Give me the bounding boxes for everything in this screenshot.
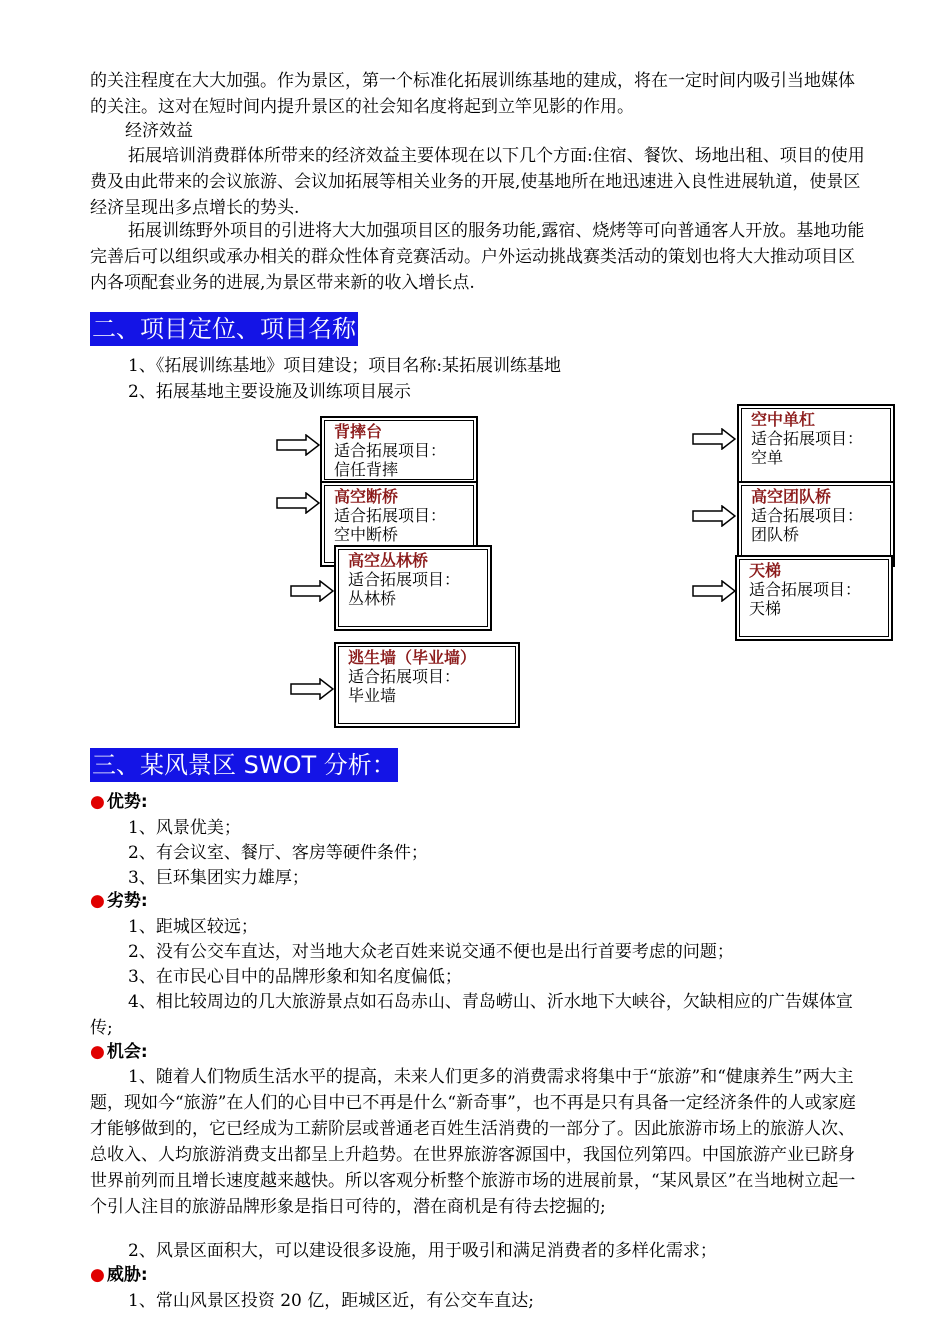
section-heading-swot: 三、某风景区 SWOT 分析： bbox=[90, 748, 398, 782]
arrow-right-icon bbox=[290, 580, 334, 602]
facility-project: 信任背摔 bbox=[334, 460, 399, 479]
facility-box-sky-ladder bbox=[735, 555, 893, 641]
arrow-right-icon bbox=[692, 428, 736, 450]
facility-label: 适合拓展项目： bbox=[749, 580, 862, 599]
opportunity-item: 2、风景区面积大，可以建设很多设施，用于吸引和满足消费者的多样化需求； bbox=[128, 1241, 717, 1261]
facility-label: 适合拓展项目： bbox=[334, 441, 447, 460]
threat-item: 1、常山风景区投资 20 亿，距城区近，有公交车直达; bbox=[128, 1291, 534, 1311]
swot-strengths-title bbox=[90, 790, 148, 814]
section-heading-positioning: 二、项目定位、项目名称 bbox=[90, 312, 358, 346]
weakness-item: 2、没有公交车直达，对当地大众老百姓来说交通不便也是出行首要考虑的问题； bbox=[128, 942, 734, 962]
facility-title: 背摔台 bbox=[334, 422, 383, 441]
strength-item: 2、有会议室、餐厅、客房等硬件条件； bbox=[128, 843, 428, 863]
facility-project: 空中断桥 bbox=[334, 525, 399, 544]
swot-opportunities-title bbox=[90, 1040, 148, 1064]
facility-box-trust-fall bbox=[320, 416, 478, 484]
bullet-dot-icon: ● bbox=[90, 1265, 105, 1285]
arrow-right-icon bbox=[692, 580, 736, 602]
strengths-label: 优势: bbox=[106, 792, 148, 812]
intro-paragraph-1: 的关注程度在大大加强。作为景区，第一个标准化拓展训练基地的建成，将在一定时间内吸引当地媒体的关注。这对在短时间内提升景区的社会知名度将起到立竿见影的作用。 bbox=[90, 71, 855, 117]
facility-title: 高空丛林桥 bbox=[348, 551, 429, 570]
arrow-right-icon bbox=[276, 434, 320, 456]
bullet-dot-icon: ● bbox=[90, 792, 105, 812]
facility-label: 适合拓展项目： bbox=[751, 506, 864, 525]
facility-box-jungle-bridge bbox=[334, 545, 492, 631]
weaknesses-label: 劣势: bbox=[106, 891, 148, 911]
facility-project: 团队桥 bbox=[751, 525, 800, 544]
arrow-right-icon bbox=[290, 678, 334, 700]
facility-label: 适合拓展项目： bbox=[334, 506, 447, 525]
bullet-dot-icon: ● bbox=[90, 1042, 105, 1062]
arrow-right-icon bbox=[692, 505, 736, 527]
opportunity-item: 1、随着人们物质生活水平的提高，未来人们更多的消费需求将集中于“旅游”和“健康养生”两大主题，现如今“旅游”在人们的心目中已不再是什么“新奇事”，也不再是只有具备一定经济条件的人或家庭才能够做到的，它已经成为工薪阶层或普通老百姓生活消费的一部分了。因此旅游市场上的旅游人次、总收入、人均旅游消费支出都呈上升趋势。在世界旅游客源国中，我国位列第四。中国旅游产业已跻身世界前列而且增长速度越来越快。所以客观分析整个旅游市场的进展前景，“某风景区”在当地树立起一个引人注目的旅游品牌形象是指日可待的，潜在商机是有待去挖掘的; bbox=[90, 1067, 856, 1217]
facility-label: 适合拓展项目： bbox=[751, 429, 864, 448]
facility-project: 空单 bbox=[751, 448, 784, 467]
swot-weaknesses-title bbox=[90, 889, 148, 913]
section2-item-1: 1、《拓展训练基地》项目建设；项目名称:某拓展训练基地 bbox=[128, 356, 562, 376]
facility-label: 适合拓展项目： bbox=[348, 667, 461, 686]
weakness-item: 4、相比较周边的几大旅游景点如石岛赤山、青岛崂山、沂水地下大峡谷，欠缺相应的广告媒体宣传; bbox=[90, 992, 853, 1038]
weakness-item: 1、距城区较远； bbox=[128, 917, 258, 937]
arrow-right-icon bbox=[276, 492, 320, 514]
facility-label: 适合拓展项目： bbox=[348, 570, 461, 589]
weakness-item: 3、在市民心目中的品牌形象和知名度偏低； bbox=[128, 967, 462, 987]
facility-title: 天梯 bbox=[749, 561, 782, 580]
facility-project: 天梯 bbox=[749, 599, 782, 618]
facility-project: 丛林桥 bbox=[348, 589, 397, 608]
economic-benefit-title: 经济效益 bbox=[125, 121, 193, 141]
bullet-dot-icon: ● bbox=[90, 891, 105, 911]
strength-item: 1、风景优美； bbox=[128, 818, 241, 838]
facility-project: 毕业墙 bbox=[348, 686, 397, 705]
strength-item: 3、巨环集团实力雄厚； bbox=[128, 868, 309, 888]
intro-paragraph-2: 拓展培训消费群体所带来的经济效益主要体现在以下几个方面:住宿、餐饮、场地出租、项目的使用费及由此带来的会议旅游、会议加拓展等相关业务的开展,使基地所在地迅速进入良性进展轨道，使景区经济呈现出多点增长的势头. bbox=[90, 146, 865, 218]
section2-item-2: 2、拓展基地主要设施及训练项目展示 bbox=[128, 382, 411, 402]
facility-box-aerial-bar bbox=[737, 404, 895, 490]
intro-paragraph-3: 拓展训练野外项目的引进将大大加强项目区的服务功能,露宿、烧烤等可向普通客人开放。基地功能完善后可以组织或承办相关的群众性体育竞赛活动。户外运动挑战赛类活动的策划也将大大推动项目区内各项配套业务的进展,为景区带来新的收入增长点. bbox=[90, 221, 865, 293]
facility-title: 高空断桥 bbox=[334, 487, 399, 506]
facility-title: 高空团队桥 bbox=[751, 487, 832, 506]
facility-title: 逃生墙（毕业墙） bbox=[348, 648, 477, 667]
swot-threats-title bbox=[90, 1263, 148, 1287]
threats-label: 威胁: bbox=[106, 1265, 148, 1285]
facility-title: 空中单杠 bbox=[751, 410, 816, 429]
facility-box-escape-wall bbox=[334, 642, 520, 728]
opportunities-label: 机会: bbox=[106, 1042, 148, 1062]
